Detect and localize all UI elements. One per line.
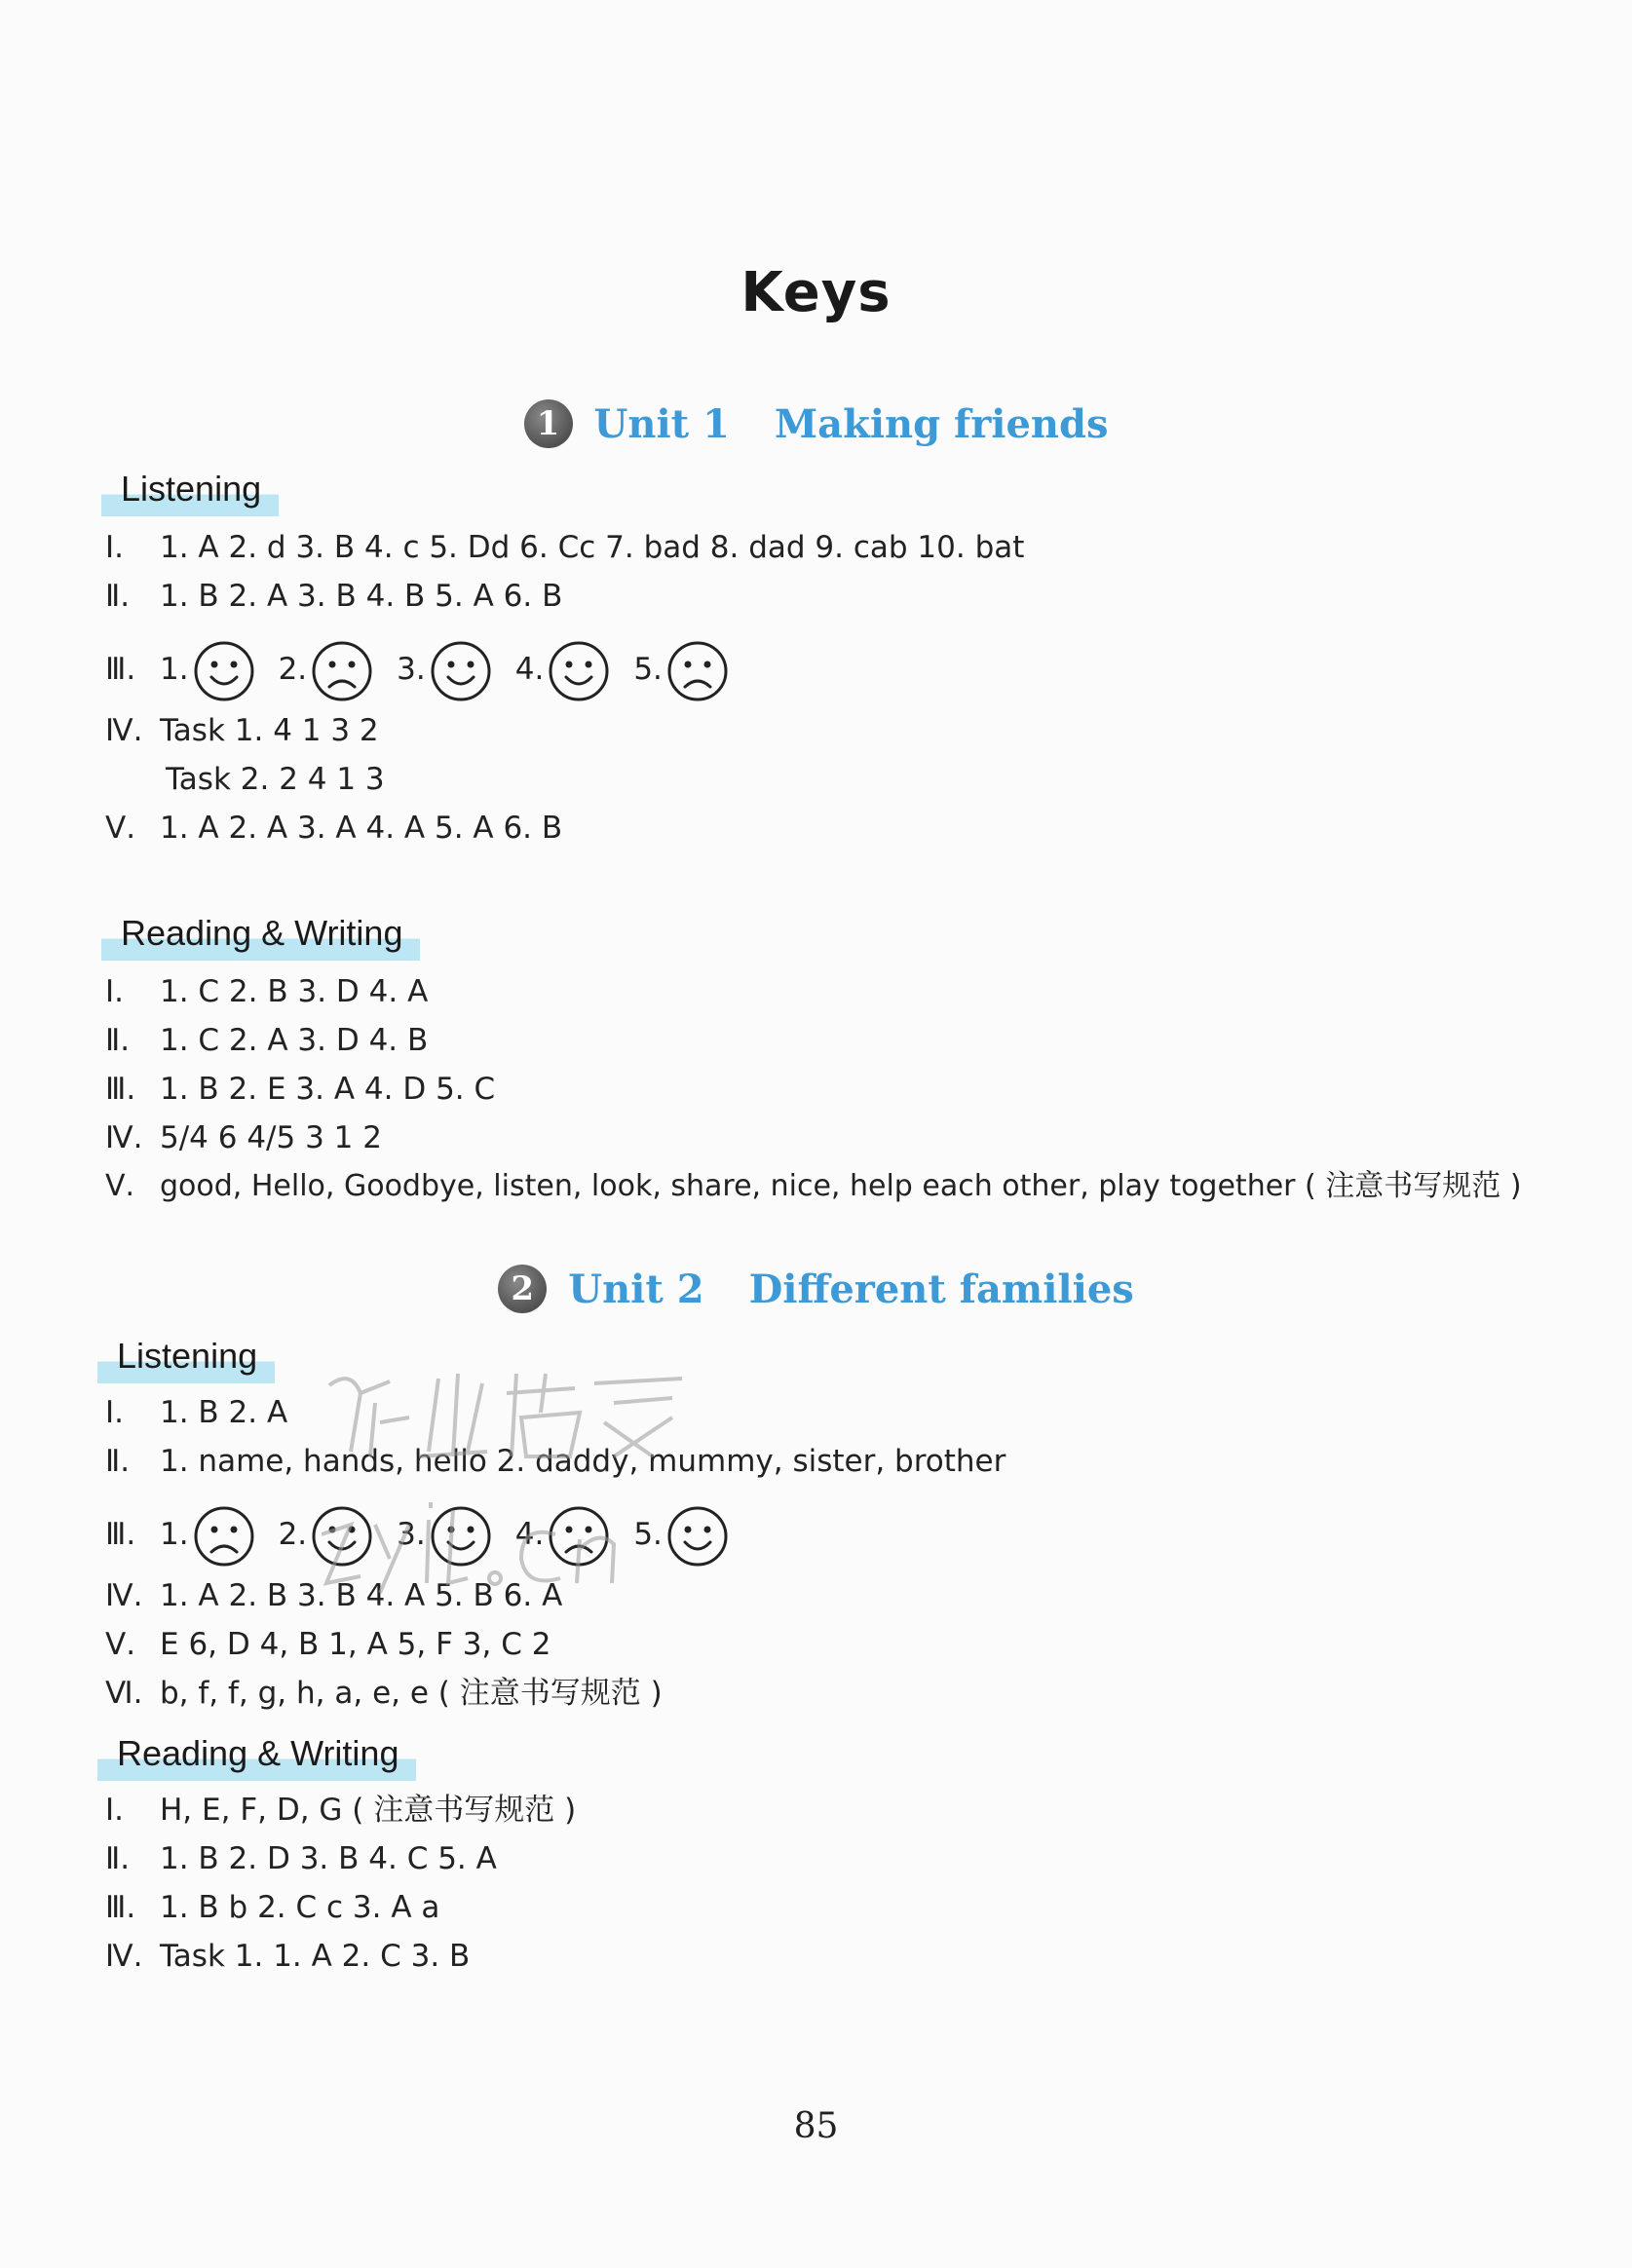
smiling-face-icon <box>666 1505 729 1568</box>
answer-row: Ⅳ. Task 1. 1. A 2. C 3. B <box>105 1939 471 1974</box>
item-label: 3. <box>397 1517 426 1552</box>
smiling-face-icon <box>193 640 255 702</box>
frowning-face-icon <box>193 1505 255 1568</box>
smiley-row: Ⅲ. 1. 2. 3. 4. 5. <box>105 635 752 703</box>
answer-row: Ⅳ. 1. A 2. B 3. B 4. A 5. B 6. A <box>105 1578 563 1613</box>
answer-row: Ⅴ. good, Hello, Goodbye, listen, look, share, nice, help each other, play together ( 注意书写规范 ) <box>105 1169 1522 1203</box>
frowning-face-icon <box>666 640 729 702</box>
smiling-face-icon <box>311 1505 373 1568</box>
item-label: 5. <box>633 1517 663 1552</box>
answer-row: Ⅲ. 1. B b 2. C c 3. A a <box>105 1890 440 1925</box>
item-label: 1. <box>160 652 189 687</box>
smiley-row: Ⅲ. 1. 2. 3. 4. 5. <box>105 1500 752 1569</box>
item-label: 2. <box>278 1517 308 1552</box>
section-heading-reading-writing: Reading & Writing <box>101 912 420 961</box>
answer-row: Ⅳ. 5/4 6 4/5 3 1 2 <box>105 1120 382 1155</box>
item-label: 1. <box>160 1517 189 1552</box>
answer-row: Ⅱ. 1. B 2. D 3. B 4. C 5. A <box>105 1841 497 1876</box>
answer-row: Ⅰ. 1. A 2. d 3. B 4. c 5. Dd 6. Cc 7. bad 8. dad 9. cab 10. bat <box>105 530 1025 565</box>
answer-row: Ⅰ. 1. B 2. A <box>105 1395 288 1430</box>
answer-row: Ⅰ. 1. C 2. B 3. D 4. A <box>105 974 429 1009</box>
page-title: Keys <box>740 261 892 324</box>
item-label: 2. <box>278 652 308 687</box>
answer-row: Ⅴ. 1. A 2. A 3. A 4. A 5. A 6. B <box>105 811 563 846</box>
item-label: 5. <box>633 652 663 687</box>
unit-label: Unit 2 <box>568 1266 704 1312</box>
answer-row: Ⅵ. b, f, f, g, h, a, e, e ( 注意书写规范 ) <box>105 1676 663 1711</box>
smiling-face-icon <box>430 640 492 702</box>
smiling-face-icon <box>430 1505 492 1568</box>
answer-row: Task 2. 2 4 1 3 <box>166 762 385 797</box>
answer-row: Ⅴ. E 6, D 4, B 1, A 5, F 3, C 2 <box>105 1627 551 1662</box>
answer-row: Ⅰ. H, E, F, D, G ( 注意书写规范 ) <box>105 1793 577 1828</box>
unit-title: Different families <box>748 1266 1134 1312</box>
page-number: 85 <box>793 2106 839 2146</box>
section-heading-reading-writing: Reading & Writing <box>97 1732 416 1781</box>
answer-row: Ⅱ. 1. C 2. A 3. D 4. B <box>105 1023 429 1058</box>
item-label: 4. <box>514 1517 545 1552</box>
item-label: 3. <box>397 652 426 687</box>
unit-label: Unit 1 <box>593 401 730 447</box>
answer-row: Ⅳ. Task 1. 4 1 3 2 <box>105 713 379 748</box>
unit-number-badge: 1 <box>524 399 573 448</box>
smiling-face-icon <box>548 640 610 702</box>
answer-row: Ⅲ. 1. B 2. E 3. A 4. D 5. C <box>105 1072 496 1107</box>
frowning-face-icon <box>311 640 373 702</box>
unit-2-heading <box>0 1266 1632 1317</box>
answer-row: Ⅱ. 1. name, hands, hello 2. daddy, mummy, sister, brother <box>105 1444 1006 1479</box>
frowning-face-icon <box>548 1505 610 1568</box>
unit-title: Making friends <box>774 401 1109 447</box>
unit-1-heading <box>0 401 1632 452</box>
section-heading-listening: Listening <box>97 1335 275 1383</box>
item-label: 4. <box>514 652 545 687</box>
answer-row: Ⅱ. 1. B 2. A 3. B 4. B 5. A 6. B <box>105 579 563 614</box>
unit-number-badge: 2 <box>498 1265 547 1313</box>
section-heading-listening: Listening <box>101 468 279 516</box>
